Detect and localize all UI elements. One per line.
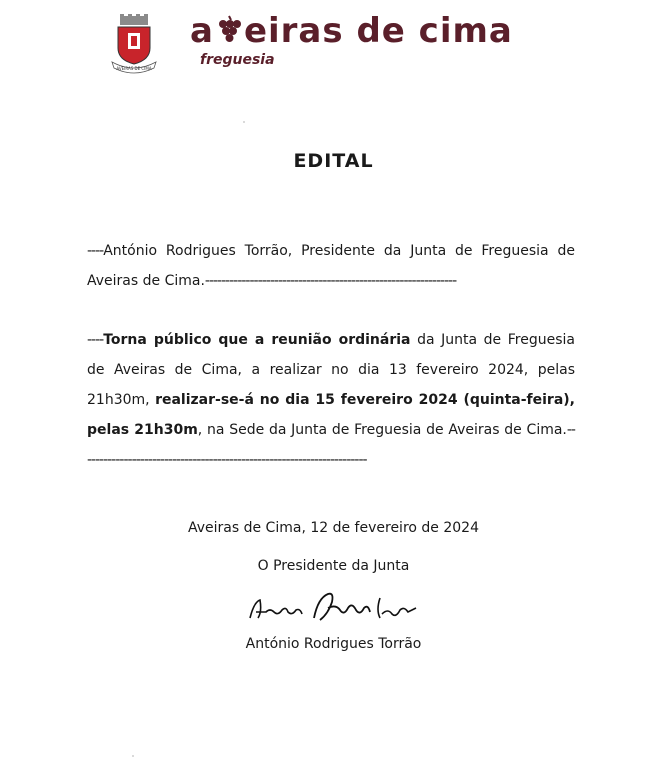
- wordmark-subtitle: freguesia: [200, 52, 275, 68]
- trailing-dashes: -----------------------------------------------------------------------: [87, 422, 575, 468]
- notice-bold-1: Torna público que a reunião ordinária: [103, 332, 411, 348]
- letterhead: [108, 12, 548, 74]
- intro-text: António Rodrigues Torrão, Presidente da Junta de Freguesia de Aveiras de Cima.: [87, 243, 575, 289]
- crest-ribbon-text: AVEIRAS DE CIMA: [116, 66, 152, 71]
- scan-speck: [243, 121, 245, 123]
- wordmark-prefix: a: [190, 11, 214, 51]
- place-and-date: Aveiras de Cima, 12 de fevereiro de 2024: [187, 520, 479, 536]
- signature-image: [244, 588, 424, 628]
- notice-bold-2: realizar-se-á no dia 15 fevereiro 2024 (quinta-feira), pelas 21h30m: [87, 392, 575, 438]
- grape-icon: [214, 14, 244, 44]
- paragraph-notice: [87, 325, 575, 475]
- notice-text-2: , na Sede da Junta de Freguesia de Aveiras de Cima.: [197, 422, 567, 438]
- leading-dashes: ----: [87, 332, 104, 348]
- scan-speck: [132, 755, 134, 757]
- coat-of-arms-icon: [108, 14, 160, 76]
- wordmark-suffix: eiras de cima: [243, 11, 513, 51]
- trailing-dashes: --------------------------------------------------------------: [204, 273, 457, 289]
- wordmark: [190, 11, 513, 51]
- page-title: EDITAL: [293, 150, 374, 172]
- notice-text-1: da Junta de Freguesia de Aveiras de Cima, a realizar no dia 13 fevereiro 2024, pelas 21h30m,: [87, 332, 575, 408]
- signatory-name: António Rodrigues Torrão: [245, 636, 422, 652]
- paragraph-intro: [87, 236, 575, 296]
- leading-dashes: ----: [87, 243, 104, 259]
- signatory-role: O Presidente da Junta: [257, 558, 410, 574]
